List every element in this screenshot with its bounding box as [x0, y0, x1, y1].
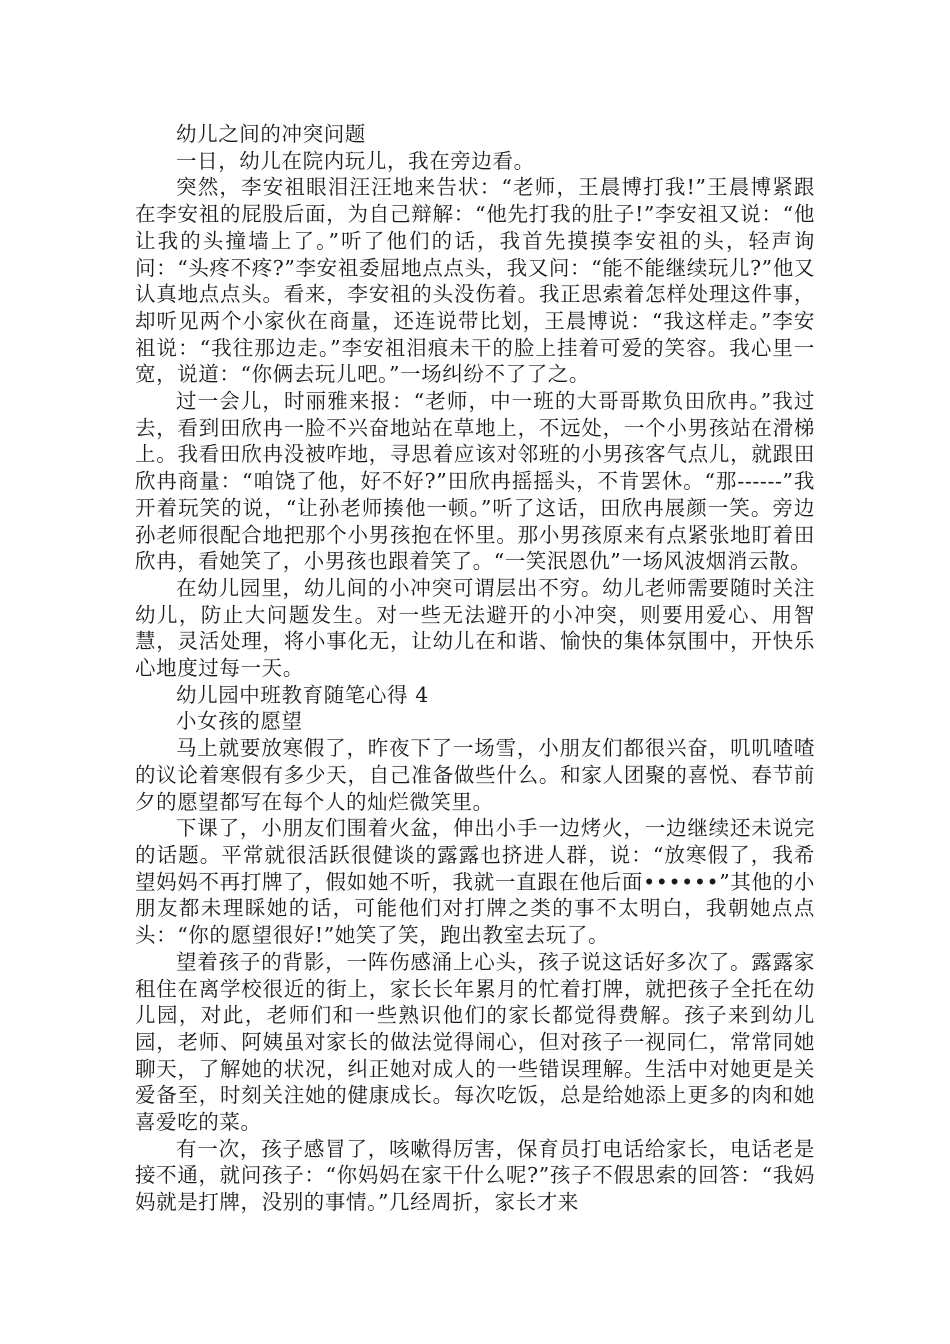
paragraph: 过一会儿，时丽雅来报：“老师，中一班的大哥哥欺负田欣冉。”我过去，看到田欣冉一脸不兴奋地站在草地上，不远处，一个小男孩站在滑梯上。我看田欣冉没被咋地，寻思着应该对邻班的小男孩客气点儿，就跟田欣冉商量：“咱饶了他，好不好?”田欣冉摇摇头，不肯罢休。“那------”我开着玩笑的说，“让孙老师揍他一顿。”听了这话，田欣冉展颜一笑。旁边孙老师很配合地把那个小男孩抱在怀里。那小男孩原来有点紧张地盯着田欣冉，看她笑了，小男孩也跟着笑了。“一笑泯恩仇”一场风波烟消云散。 — [135, 389, 815, 574]
section-title: 幼儿之间的冲突问题 — [176, 122, 366, 146]
section-title: 小女孩的愿望 — [176, 709, 303, 734]
paragraph: 在幼儿园里，幼儿间的小冲突可谓层出不穷。幼儿老师需要随时关注幼儿，防止大问题发生。对一些无法避开的小冲突，则要用爱心、用智慧，灵活处理，将小事化无，让幼儿在和谐、愉快的集体氛围中，开快乐心地度过每一天。 — [135, 575, 815, 681]
paragraph: 突然，李安祖眼泪汪汪地来告状：“老师，王晨博打我!”王晨博紧跟在李安祖的屁股后面，为自己辩解：“他先打我的肚子!”李安祖又说：“他让我的头撞墙上了。”听了他们的话，我首先摸摸李安祖的头，轻声询问：“头疼不疼?”李安祖委屈地点点头，我又问：“能不能继续玩儿?”他又认真地点点头。看来，李安祖的头没伤着。我正思索着怎样处理这件事，却听见两个小家伙在商量，还连说带比划，王晨博说：“我这样走。”李安祖说：“我往那边走。”李安祖泪痕未干的脸上挂着可爱的笑容。我心里一宽，说道：“你俩去玩儿吧。”一场纠纷不了了之。 — [135, 175, 815, 387]
paragraph: 望着孩子的背影，一阵伤感涌上心头，孩子说这话好多次了。露露家租住在离学校很近的街上，家长长年累月的忙着打牌，就把孩子全托在幼儿园，对此，老师们和一些熟识他们的家长都觉得费解。孩子来到幼儿园，老师、阿姨虽对家长的做法觉得闹心，但对孩子一视同仁，常常同她聊天，了解她的状况，纠正她对成人的一些错误理解。生活中对她更是关爱备至，时刻关注她的健康成长。每次吃饭，总是给她添上更多的肉和她喜爱吃的菜。 — [135, 949, 815, 1135]
paragraph: 下课了，小朋友们围着火盆，伸出小手一边烤火，一边继续还未说完的话题。平常就很活跃很健谈的露露也挤进人群，说：“放寒假了，我希望妈妈不再打牌了，假如她不听，我就一直跟在他后面••••••”其他的小朋友都未理睬她的话，可能他们对打牌之类的事不太明白，我朝她点点头：“你的愿望很好!”她笑了笑，跑出教室去玩了。 — [135, 816, 815, 948]
paragraph: 马上就要放寒假了，昨夜下了一场雪，小朋友们都很兴奋，叽叽喳喳的议论着寒假有多少天，自己准备做些什么。和家人团聚的喜悦、春节前夕的愿望都写在每个人的灿烂微笑里。 — [135, 736, 815, 814]
document-body — [135, 121, 815, 1216]
paragraph: 一日，幼儿在院内玩儿，我在旁边看。 — [176, 148, 535, 173]
section-heading: 幼儿园中班教育随笔心得 4 — [176, 682, 429, 707]
paragraph: 有一次，孩子感冒了，咳嗽得厉害，保育员打电话给家长，电话老是接不通，就问孩子：“你妈妈在家干什么呢?”孩子不假思索的回答：“我妈妈就是打牌，没别的事情。”几经周折，家长才来 — [135, 1136, 815, 1215]
